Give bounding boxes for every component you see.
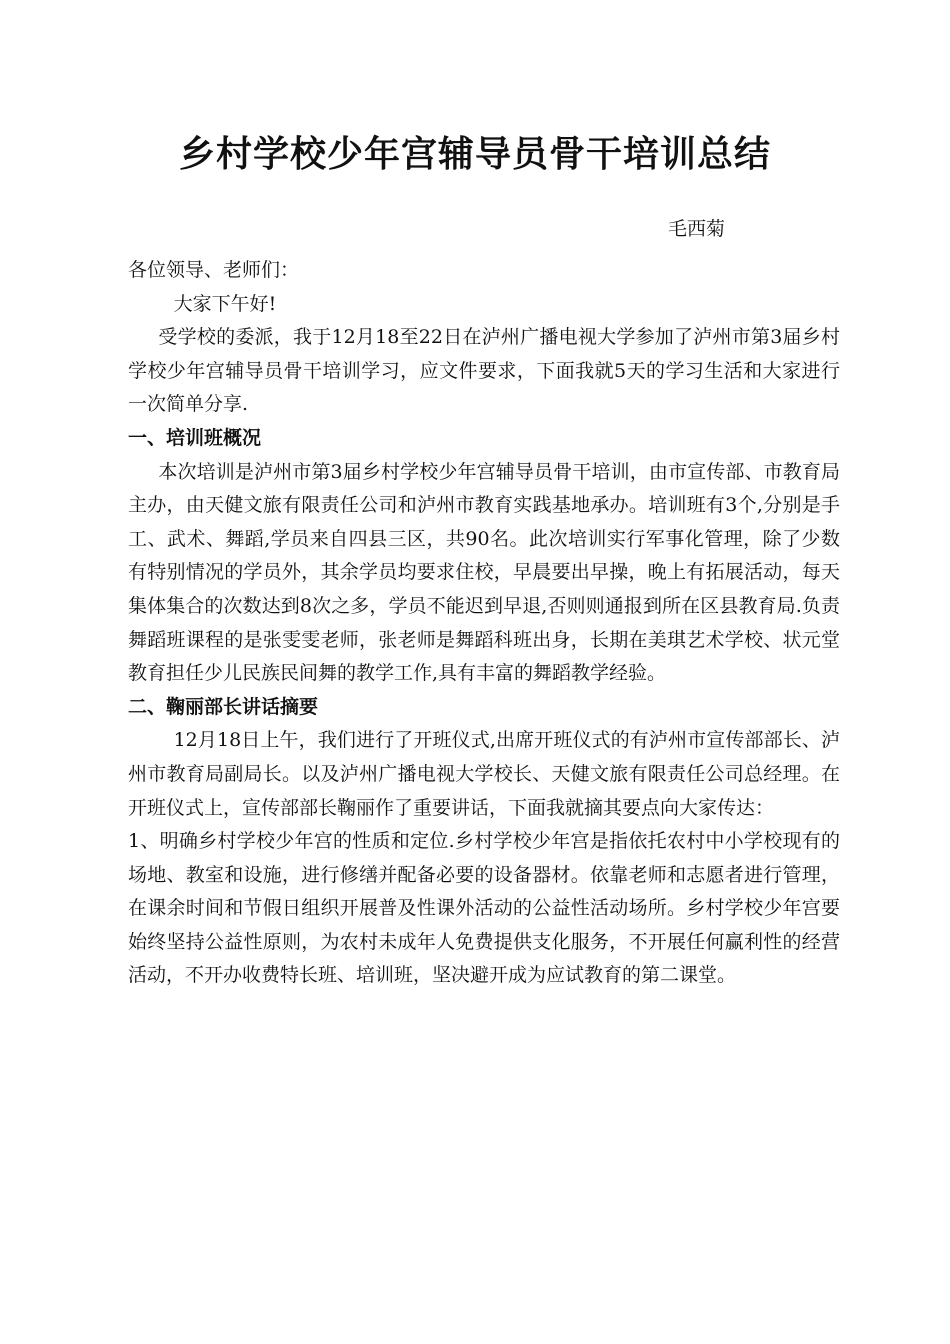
greeting: 大家下午好! — [173, 292, 277, 315]
section-speech-paragraph: 12月18日上午，我们进行了开班仪式,出席开班仪式的有泸州市宣传部部长、泸州市教育局副局长。以及泸州广播电视大学校长、天健文旅有限责任公司总经理。在开班仪式上，宣传部部长鞠丽作了重要讲话，下面我就摘其要点向大家传达： — [128, 729, 840, 819]
section-heading-speech: 二、鞠丽部长讲话摘要 — [128, 695, 319, 718]
intro-paragraph: 受学校的委派，我于12月18至22日在泸州广播电视大学参加了泸州市第3届乡村学校少年宫辅导员骨干培训学习，应文件要求，下面我就5天的学习生活和大家进行一次简单分享. — [128, 326, 840, 416]
point-one-paragraph: 1、明确乡村学校少年宫的性质和定位.乡村学校少年宫是指依托农村中小学校现有的场地、教室和设施，进行修缮并配备必要的设备器材。依靠老师和志愿者进行管理，在课余时间和节假日组织开展普及性课外活动的公益性活动场所。乡村学校少年宫要始终坚持公益性原则，为农村未成年人免费提供支化服务，不开展任何赢利性的经营活动，不开办收费特长班、培训班，坚决避开成为应试教育的第二课堂。 — [128, 830, 840, 987]
author-name: 毛西菊 — [668, 218, 726, 240]
salutation: 各位领导、老师们： — [128, 259, 300, 281]
section-overview-paragraph: 本次培训是泸州市第3届乡村学校少年宫辅导员骨干培训，由市宣传部、市教育局主办，由天健文旅有限责任公司和泸州市教育实践基地承办。培训班有3个,分别是手工、武术、舞蹈,学员来自四县三区，共90名。此次培训实行军事化管理，除了少数有特别情况的学员外，其余学员均要求住校，早晨要出早操，晚上有拓展活动，每天集体集合的次数达到8次之多，学员不能迟到早退,否则则通报到所在区县教育局.负责舞蹈班课程的是张雯雯老师，张老师是舞蹈科班出身，长期在美琪艺术学校、状元堂教育担任少儿民族民间舞的教学工作,具有丰富的舞蹈教学经验。 — [128, 460, 840, 685]
section-heading-overview: 一、培训班概况 — [128, 426, 262, 449]
document-body — [128, 254, 840, 993]
document-title: 乡村学校少年宫辅导员骨干培训总结 — [178, 134, 771, 175]
